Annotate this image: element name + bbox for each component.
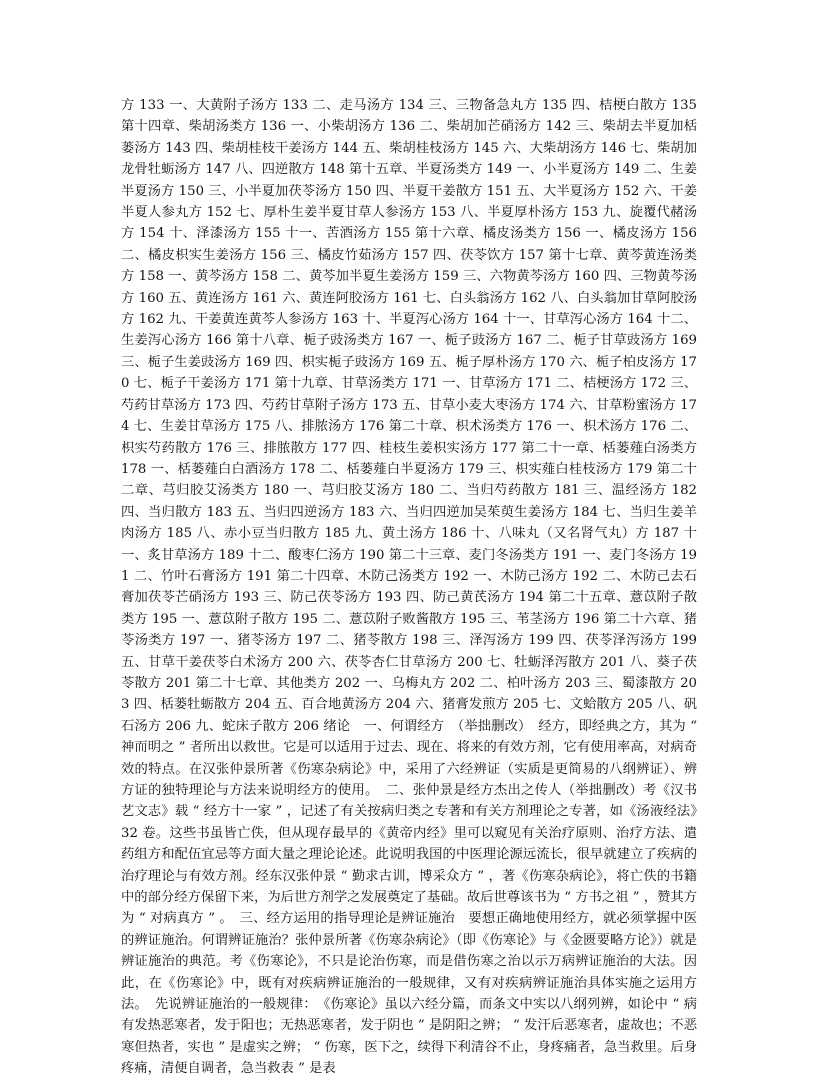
document-page bbox=[121, 95, 711, 1080]
body-text: 方 133 一、大黄附子汤方 133 二、走马汤方 134 三、三物备急丸方 135 四、桔梗白散方 135 第十四章、柴胡汤类方 136 一、小柴胡汤方 136 二、柴胡加芒硝汤方 142 三、柴胡去半夏加栝蒌汤方 143 四、柴胡桂枝干姜汤方 144 五、柴胡桂枝汤方 145 六、大柴胡汤方 146 七、柴胡加龙骨牡蛎汤方 147 八、四逆散方 148 第十五章、半夏汤类方 149 一、小半夏汤方 149 二、生姜半夏汤方 150 三、小半夏加茯苓汤方 150 四、半夏干姜散方 151 五、大半夏汤方 152 六、干姜半夏人参丸方 152 七、厚朴生姜半夏甘草人参汤方 153 八、半夏厚朴汤方 153 九、旋覆代赭汤方 154 十、泽漆汤方 155 十一、苦酒汤方 155 第十六章、橘皮汤类方 156 一、橘皮汤方 156 二、橘皮枳实生姜汤方 156 三、橘皮竹茹汤方 157 四、茯苓饮方 157 第十七章、黄芩黄连汤类方 158 一、黄芩汤方 158 二、黄芩加半夏生姜汤方 159 三、六物黄芩汤方 160 四、三物黄芩汤方 160 五、黄连汤方 161 六、黄连阿胶汤方 161 七、白头翁汤方 162 八、白头翁加甘草阿胶汤方 162 九、干姜黄连黄芩人参汤方 163 十、半夏泻心汤方 164 十一、甘草泻心汤方 164 十二、生姜泻心汤方 166 第十八章、栀子豉汤类方 167 一、栀子豉汤方 167 二、栀子甘草豉汤方 169 三、栀子生姜豉汤方 169 四、枳实栀子豉汤方 169 五、栀子厚朴汤方 170 六、栀子柏皮汤方 170 七、栀子干姜汤方 171 第十九章、甘草汤类方 171 一、甘草汤方 171 二、桔梗汤方 172 三、芍药甘草汤方 173 四、芍药甘草附子汤方 173 五、甘草小麦大枣汤方 174 六、甘草粉蜜汤方 174 七、生姜甘草汤方 175 八、排脓汤方 176 第二十章、枳术汤类方 176 一、枳术汤方 176 二、枳实芍药散方 176 三、排脓散方 177 四、桂枝生姜枳实汤方 177 第二十一章、栝蒌薤白汤类方 178 一、栝蒌薤白白酒汤方 178 二、栝蒌薤白半夏汤方 179 三、枳实薤白桂枝汤方 179 第二十二章、芎归胶艾汤类方 180 一、芎归胶艾汤方 180 二、当归芍药散方 181 三、温经汤方 182 四、当归散方 183 五、当归四逆汤方 183 六、当归四逆加吴茱萸生姜汤方 184 七、当归生姜羊肉汤方 185 八、赤小豆当归散方 185 九、黄土汤方 186 十、八味丸（又名肾气丸）方 187 十一、炙甘草汤方 189 十二、酸枣仁汤方 190 第二十三章、麦门冬汤类方 191 一、麦门冬汤方 191 二、竹叶石膏汤方 191 第二十四章、木防己汤类方 192 一、木防己汤方 192 二、木防己去石膏加茯苓芒硝汤方 193 三、防己茯苓汤方 193 四、防己黄芪汤方 194 第二十五章、薏苡附子散类方 195 一、薏苡附子散方 195 二、薏苡附子败酱散方 195 三、苇茎汤方 196 第二十六章、猪苓汤类方 197 一、猪苓汤方 197 二、猪苓散方 198 三、泽泻汤方 199 四、茯苓泽泻汤方 199 五、甘草干姜茯苓白术汤方 200 六、茯苓杏仁甘草汤方 200 七、牡蛎泽泻散方 201 八、葵子茯苓散方 201 第二十七章、其他类方 202 一、乌梅丸方 202 二、柏叶汤方 203 三、蜀漆散方 203 四、栝蒌牡蛎散方 204 五、百合地黄汤方 204 六、猪膏发煎方 205 七、文蛤散方 205 八、矾石汤方 206 九、蛇床子散方 206 绪论 一、何谓经方 （举拙删改） 经方，即经典之方，其为 “ 神而明之 ” 者所出以救世。它是可以适用于过去、现在、将来的有效方剂，它有使用率高，对病奇效的特点。在汉张仲景所著《伤寒杂病论》中，采用了六经辨证（实质是更简易的八纲辨证）、辨方证的独特理论与方法来说明经方的使用。 二、张仲景是经方杰出之传人（举拙删改）考《汉书艺文志》载 “ 经方十一家 ” ，记述了有关按病归类之专著和有关方剂理论之专著，如《汤液经法》 32 卷。这些书虽皆亡佚，但从现存最早的《黄帝内经》里可以窥见有关治疗原则、治疗方法、遣药组方和配伍宜忌等方面大量之理论论述。此说明我国的中医理论源远流长，很早就建立了疾病的治疗理论与有效方剂。经东汉张仲景 “ 勤求古训，博采众方 ” ，著《伤寒杂病论》，将亡佚的书籍中的部分经方保留下来，为后世方剂学之发展奠定了基础。故后世尊该书为 “ 方书之祖 ” ，赞其方为 “ 对病真方 ” 。 三、经方运用的指导理论是辨证施治 要想正确地使用经方，就必须掌握中医的辨证施治。何谓辨证施治？张仲景所著《伤寒杂病论》（即《伤寒论》与《金匮要略方论》）就是辨证施治的典范。考《伤寒论》，不只是论治伤寒，而是借伤寒之治以示万病辨证施治的大法。因此，在《伤寒论》中，既有对疾病辨证施治的一般规律，又有对疾病辨证施治具体实施之运用方法。 先说辨证施治的一般规律： 《伤寒论》虽以六经分篇，而条文中实以八纲列辨，如论中 “ 病有发热恶寒者，发于阳也；无热恶寒者，发于阴也 ” 是阴阳之辨； “ 发汗后恶寒者，虚故也；不恶寒但热者，实也 ” 是虚实之辨； “ 伤寒，医下之，续得下利清谷不止，身疼痛者，急当救里。后身疼痛，清便自调者，急当救表 ” 是表 bbox=[121, 98, 711, 1077]
